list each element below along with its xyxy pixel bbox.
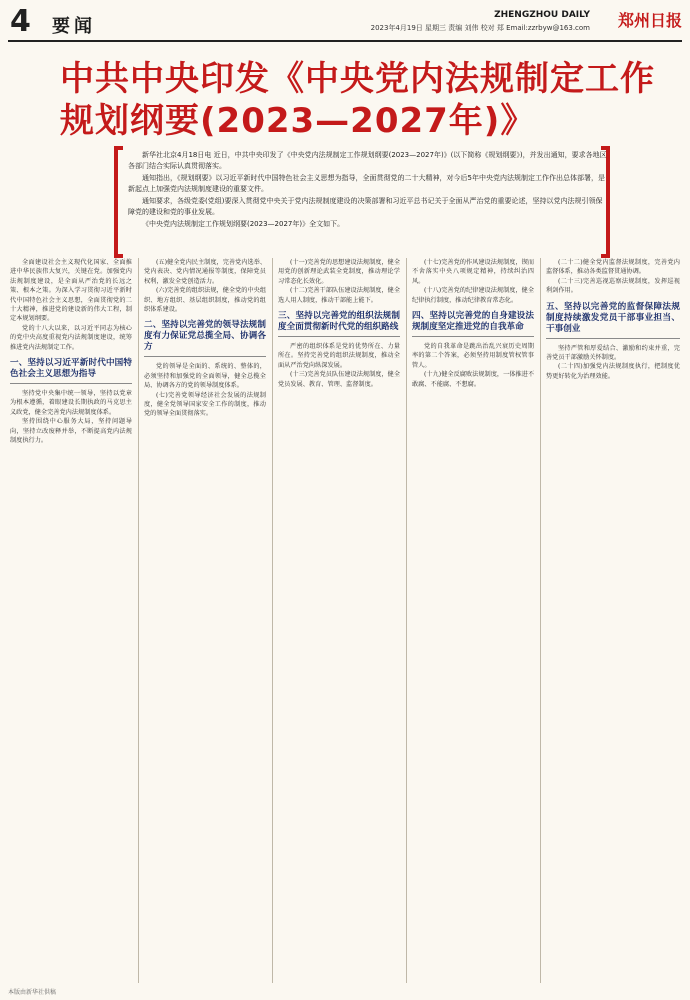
dateline: 2023年4月19日 星期三 责编 刘伟 校对 郑 Email:zzrbyw@163.com <box>370 24 590 32</box>
section-title: 要闻 <box>52 16 96 37</box>
body-paragraph: (十二)完善干部队伍建设法规制度，健全选人用人制度，推动干部能上能下。 <box>278 287 400 304</box>
body-paragraph: (十八)完善党的纪律建设法规制度，健全纪律执行制度，推动纪律教育常态化。 <box>412 287 534 304</box>
article-column-2 <box>144 258 266 419</box>
left-bracket-decoration <box>114 146 123 258</box>
column-divider <box>406 258 407 983</box>
section-subhead: 五、坚持以完善党的监督保障法规制度持续激发党员干部事业担当、干事创业 <box>546 302 680 339</box>
lead-paragraph: 《中央党内法规制定工作规划纲要(2023—2027年)》全文如下。 <box>142 220 345 228</box>
body-paragraph: 坚持围绕中心服务大局，坚持问题导向，坚持立改废释并举，不断提高党内法规制度执行力。 <box>10 418 132 445</box>
article-column-1 <box>10 258 132 446</box>
body-paragraph: 党的领导是全面的、系统的、整体的，必须坚持和加强党的全面领导，健全总揽全局、协调各方的党的领导制度体系。 <box>144 363 266 390</box>
page-header <box>8 6 682 42</box>
body-paragraph: (十三)完善党员队伍建设法规制度，健全党员发展、教育、管理、监督制度。 <box>278 371 400 388</box>
body-paragraph: 全面建设社会主义现代化国家、全面推进中华民族伟大复兴，关键在党。加强党内法规制度建设，是全面从严治党的长远之策、根本之策。为深入学习贯彻习近平新时代中国特色社会主义思想，全面贯彻党的二十大精神，推进党的建设新的伟大工程，制定本规划纲要。 <box>10 259 132 323</box>
body-paragraph: 坚持党中央集中统一领导，坚持以党章为根本遵循，着眼建设长期执政的马克思主义政党，健全完善党内法规制度体系。 <box>10 390 132 416</box>
body-paragraph: 坚持严管和厚爱结合、激励和约束并重，完善党员干部激励关怀制度。 <box>546 344 680 362</box>
body-paragraph: (六)完善党的组织法规，健全党的中央组织、地方组织、基层组织制度，推动党的组织体系建设。 <box>144 287 266 314</box>
article-column-5 <box>546 258 680 381</box>
body-paragraph: (二十四)加强党内法规制度执行，把制度优势更好转化为治理效能。 <box>546 363 680 380</box>
body-paragraph: (十九)健全反腐败法规制度，一体推进不敢腐、不能腐、不想腐。 <box>412 371 534 388</box>
lead-paragraphs <box>128 150 608 232</box>
article-column-3 <box>278 258 400 389</box>
section-subhead: 二、坚持以完善党的领导法规制度有力保证党总揽全局、协调各方 <box>144 320 266 357</box>
page-footer: 本版由新华社供稿 <box>8 989 57 996</box>
body-paragraph: (五)健全党内民主制度，完善党内选举、党内表决、党内情况通报等制度，保障党员权利，激发全党创造活力。 <box>144 259 266 285</box>
body-paragraph: (七)完善党领导经济社会发展的法规制度，健全党领导国家安全工作的制度，推动党的领导全面贯彻落实。 <box>144 391 266 418</box>
column-divider <box>138 258 139 983</box>
column-divider <box>272 258 273 983</box>
column-divider <box>540 258 541 983</box>
section-subhead: 四、坚持以完善党的自身建设法规制度坚定推进党的自我革命 <box>412 311 534 337</box>
body-paragraph: (十一)完善党的思想建设法规制度，健全用党的创新理论武装全党制度，推动理论学习常态化长效化。 <box>278 259 400 285</box>
body-paragraph: 党的自我革命是跳出治乱兴衰历史周期率的第二个答案，必须坚持用制度管权管事管人。 <box>412 343 534 369</box>
paper-english-name: ZHENGZHOU DAILY <box>494 10 590 20</box>
section-subhead: 一、坚持以习近平新时代中国特色社会主义思想为指导 <box>10 358 132 384</box>
main-headline: 中共中央印发《中央党内法规制定工作规划纲要(2023—2027年)》 <box>60 59 655 141</box>
body-paragraph: 党的十八大以来，以习近平同志为核心的党中央高度重视党内法规制度建设，统筹推进党内法规制定工作。 <box>10 324 132 351</box>
page-number: 4 <box>10 4 31 39</box>
body-paragraph: (二十三)完善巡视巡察法规制度，发挥巡视利剑作用。 <box>546 277 680 295</box>
lead-paragraph: 通知指出，《规划纲要》以习近平新时代中国特色社会主义思想为指导，全面贯彻党的二十大精神，对今后5年中央党内法规制定工作作出总体部署，是新起点上加强党内法规制度建设的重要文件。 <box>128 174 605 193</box>
body-paragraph: 严密的组织体系是党的优势所在、力量所在。坚持完善党的组织法规制度，推动全面从严治党向纵深发展。 <box>278 343 400 369</box>
article-column-4 <box>412 258 534 389</box>
body-paragraph: (二十二)健全党内监督法规制度，完善党内监督体系，推动各类监督贯通协调。 <box>546 259 680 276</box>
lead-paragraph: 新华社北京4月18日电 近日，中共中央印发了《中央党内法规制定工作规划纲要(2023—2027年)》(以下简称《规划纲要》)，并发出通知，要求各地区各部门结合实际认真贯彻落实。 <box>128 151 607 170</box>
masthead-logo: 郑州日报 <box>617 11 682 30</box>
body-paragraph: (十七)完善党的作风建设法规制度，锲而不舍落实中央八项规定精神，持续纠治四风。 <box>412 259 534 285</box>
lead-paragraph: 通知要求，各级党委(党组)要深入贯彻党中央关于党内法规制度建设的决策部署和习近平总书记关于全面从严治党的重要论述，坚持以党内法规引领保障党的建设和党的事业发展。 <box>128 197 603 216</box>
section-subhead: 三、坚持以完善党的组织法规制度全面贯彻新时代党的组织路线 <box>278 311 400 337</box>
